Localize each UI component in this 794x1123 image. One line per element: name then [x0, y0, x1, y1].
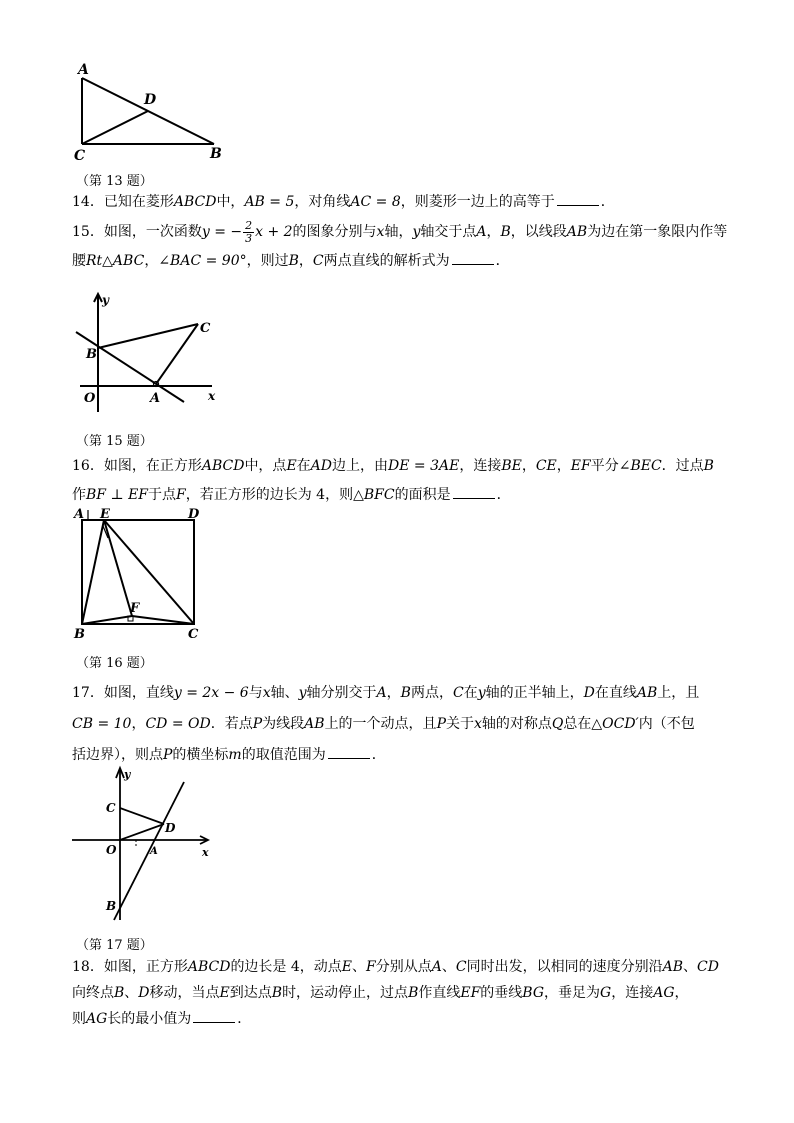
text: 上的一个动点，且	[324, 716, 437, 732]
text: ，	[131, 716, 146, 732]
math: A	[431, 959, 442, 975]
caption-13: （第 13 题）	[76, 174, 153, 189]
math: x	[376, 224, 385, 240]
math: P	[436, 716, 446, 732]
text: 、	[352, 959, 367, 975]
math: CE	[535, 458, 557, 474]
label-y: y	[124, 768, 131, 781]
text: ，垂足为	[544, 985, 601, 1001]
math: CB = 10	[72, 716, 132, 732]
math: AB	[304, 716, 325, 732]
text: 在	[296, 458, 311, 474]
math: y	[477, 685, 486, 701]
segment-cd	[82, 111, 148, 144]
math: ABCD	[173, 194, 217, 210]
label-d: D	[144, 92, 157, 108]
math: y = −	[201, 224, 243, 240]
text: ，	[298, 253, 313, 269]
text: ，以线段	[510, 224, 567, 240]
math: B	[500, 224, 511, 240]
text: 的面积是	[394, 487, 451, 503]
text: 、	[441, 959, 456, 975]
segment-ef	[104, 520, 132, 616]
text: 如图，正方形	[103, 959, 188, 975]
text: 同时出发，以相同的速度分别沿	[466, 959, 663, 975]
math: y	[298, 685, 307, 701]
answer-blank[interactable]	[328, 744, 370, 759]
math: CD	[697, 959, 719, 975]
segment-ce	[104, 520, 194, 624]
math: x	[473, 716, 482, 732]
math: y = 2x − 6	[173, 685, 249, 701]
math: C	[452, 685, 464, 701]
denominator: 3	[245, 231, 253, 245]
text: ，则过	[246, 253, 289, 269]
text: 在	[463, 685, 478, 701]
math: y	[412, 224, 421, 240]
text: ，连接	[611, 985, 654, 1001]
text: 于点	[148, 487, 177, 503]
math: AG	[653, 985, 675, 1001]
text: 移动，当点	[149, 985, 220, 1001]
math: x + 2	[255, 224, 293, 240]
label-a: A	[150, 846, 158, 857]
label-e: E	[100, 507, 110, 522]
math: C	[312, 253, 324, 269]
figure-16	[70, 504, 220, 644]
text: 到达点	[229, 985, 272, 1001]
text: 已知在菱形	[103, 194, 174, 210]
text: ，	[556, 458, 571, 474]
figure-13	[70, 58, 240, 168]
caption-17: （第 17 题）	[76, 938, 153, 953]
math: G	[600, 985, 612, 1001]
fraction	[243, 220, 254, 245]
label-c: C	[74, 148, 86, 164]
question-number: 14．	[72, 194, 104, 210]
math: B	[703, 458, 714, 474]
math: D	[138, 985, 150, 1001]
label-b: B	[106, 899, 117, 913]
math: AC = 8	[350, 194, 401, 210]
text: 平分	[590, 458, 619, 474]
segment-od	[120, 824, 164, 840]
text: 如图，在正方形	[103, 458, 202, 474]
math: E	[219, 985, 230, 1001]
text: ，	[486, 224, 501, 240]
text: 为线段	[262, 716, 305, 732]
text: ，连接	[459, 458, 502, 474]
figure-15	[70, 290, 230, 420]
figure-16-diagram	[70, 504, 220, 644]
label-c: C	[200, 321, 211, 336]
math: EF	[570, 458, 591, 474]
text: 腰	[72, 253, 86, 269]
text: 轴的对称点	[481, 716, 552, 732]
math: △OCD′	[591, 716, 639, 732]
text: 轴、	[270, 685, 299, 701]
text: 、	[683, 959, 697, 975]
question-number: 17．	[72, 685, 104, 701]
text: 的图象分别与	[292, 224, 377, 240]
math: AB = 5	[244, 194, 295, 210]
text: 作直线	[418, 985, 461, 1001]
label-a: A	[74, 507, 85, 522]
math: P	[163, 747, 173, 763]
math: △BFC	[353, 487, 395, 503]
label-b: B	[86, 347, 97, 362]
text: 的边长是 4，动点	[230, 959, 342, 975]
text: ，若正方形的边长为 4，则	[185, 487, 354, 503]
math: D	[583, 685, 595, 701]
math: B	[114, 985, 125, 1001]
math: B	[400, 685, 411, 701]
question-17	[72, 678, 732, 771]
math: ∠BAC = 90°	[158, 253, 247, 269]
segment-be	[82, 520, 104, 624]
math: BE	[501, 458, 522, 474]
math: ABCD	[201, 458, 245, 474]
question-14	[72, 188, 732, 217]
text: 两点直线的解析式为	[323, 253, 450, 269]
math: BG	[522, 985, 545, 1001]
question-number: 15．	[72, 224, 104, 240]
math: C	[455, 959, 467, 975]
text: 总在	[563, 716, 592, 732]
question-number: 18．	[72, 959, 104, 975]
text: 关于	[445, 716, 474, 732]
text: ．	[495, 253, 510, 269]
text: ．	[237, 1011, 252, 1027]
label-b: B	[210, 146, 222, 162]
math: E	[341, 959, 353, 975]
text: 如图，一次函数	[103, 224, 202, 240]
text: 轴，	[384, 224, 413, 240]
answer-blank[interactable]	[193, 1008, 235, 1023]
math: DE = 3AE	[388, 458, 460, 474]
label-o: O	[106, 843, 117, 857]
math: F	[366, 959, 376, 975]
text: ．过点	[661, 458, 704, 474]
caption-16: （第 16 题）	[76, 656, 153, 671]
answer-blank[interactable]	[452, 250, 494, 265]
text: ．	[496, 487, 511, 503]
text: 作	[72, 487, 86, 503]
segment-bf	[82, 616, 132, 624]
answer-blank[interactable]	[453, 484, 495, 499]
question-18	[72, 954, 732, 1032]
question-number: 16．	[72, 458, 104, 474]
math: Q	[551, 716, 564, 732]
text: 括边界），则点	[72, 747, 163, 763]
text: 向终点	[72, 985, 114, 1001]
math: AB	[566, 224, 588, 240]
text: 轴交于点	[420, 224, 477, 240]
text: 的取值范围为	[241, 747, 326, 763]
figure-17-diagram	[68, 764, 218, 924]
text: ，	[521, 458, 536, 474]
math: x	[262, 685, 271, 701]
label-b: B	[74, 627, 85, 642]
text: ，	[674, 985, 689, 1001]
text: ，	[144, 253, 159, 269]
text: 如图，直线	[103, 685, 174, 701]
text: ．	[371, 747, 386, 763]
numerator: 2	[245, 218, 253, 232]
label-d: D	[188, 507, 200, 522]
caption-15: （第 15 题）	[76, 434, 153, 449]
text: ．	[600, 194, 615, 210]
text: 的横坐标	[172, 747, 229, 763]
math: BF ⊥ EF	[86, 487, 149, 503]
text: 中，	[216, 194, 245, 210]
text: 上，且	[657, 685, 700, 701]
math: m	[228, 747, 242, 763]
text: 为边在第一象限内作等	[587, 224, 728, 240]
text: ，则菱形一边上的高等于	[400, 194, 555, 210]
label-y: y	[102, 293, 109, 307]
text: 在直线	[594, 685, 637, 701]
text: ，	[386, 685, 401, 701]
math: ABCD	[187, 959, 231, 975]
math: B	[408, 985, 419, 1001]
label-a: A	[150, 391, 161, 406]
text: 、	[124, 985, 139, 1001]
text: 分别从点	[375, 959, 432, 975]
label-x: x	[208, 389, 216, 403]
text: 轴的正半轴上，	[485, 685, 584, 701]
math: B	[271, 985, 283, 1001]
text: ．若点	[210, 716, 253, 732]
figure-15-diagram	[70, 290, 230, 420]
label-f: F	[130, 601, 140, 616]
text: 边上，由	[332, 458, 389, 474]
math: A	[476, 224, 487, 240]
math: E	[286, 458, 297, 474]
text: 长的最小值为	[107, 1011, 192, 1027]
line-ab	[114, 782, 184, 920]
figure-13-diagram	[70, 58, 240, 168]
text: 轴分别交于	[306, 685, 377, 701]
question-16	[72, 452, 732, 510]
text: 与	[248, 685, 263, 701]
text: 内（不包	[638, 716, 695, 732]
label-a: A	[78, 62, 89, 78]
label-c: C	[106, 801, 116, 815]
question-15	[72, 218, 732, 276]
math: AG	[86, 1011, 108, 1027]
answer-blank[interactable]	[557, 191, 599, 206]
text: 两点，	[410, 685, 453, 701]
segment-fc	[132, 616, 194, 624]
math: F	[176, 487, 186, 503]
math: AB	[662, 959, 683, 975]
label-c: C	[188, 627, 199, 642]
text: 则	[72, 1011, 86, 1027]
math: AB	[636, 685, 658, 701]
math: P	[252, 716, 263, 732]
math: CD = OD	[145, 716, 211, 732]
math: AD	[310, 458, 333, 474]
figure-17	[68, 764, 218, 924]
math: Rt△ABC	[86, 253, 145, 269]
math: B	[288, 253, 299, 269]
text: 的垂线	[480, 985, 523, 1001]
label-x: x	[202, 846, 209, 859]
label-d: D	[165, 821, 176, 835]
math: EF	[460, 985, 481, 1001]
text: 中，点	[244, 458, 287, 474]
text: 时，运动停止，过点	[282, 985, 409, 1001]
label-o: O	[84, 391, 96, 406]
math: ∠BEC	[618, 458, 662, 474]
segment-cd	[120, 808, 164, 824]
math: A	[376, 685, 387, 701]
text: ，对角线	[294, 194, 351, 210]
